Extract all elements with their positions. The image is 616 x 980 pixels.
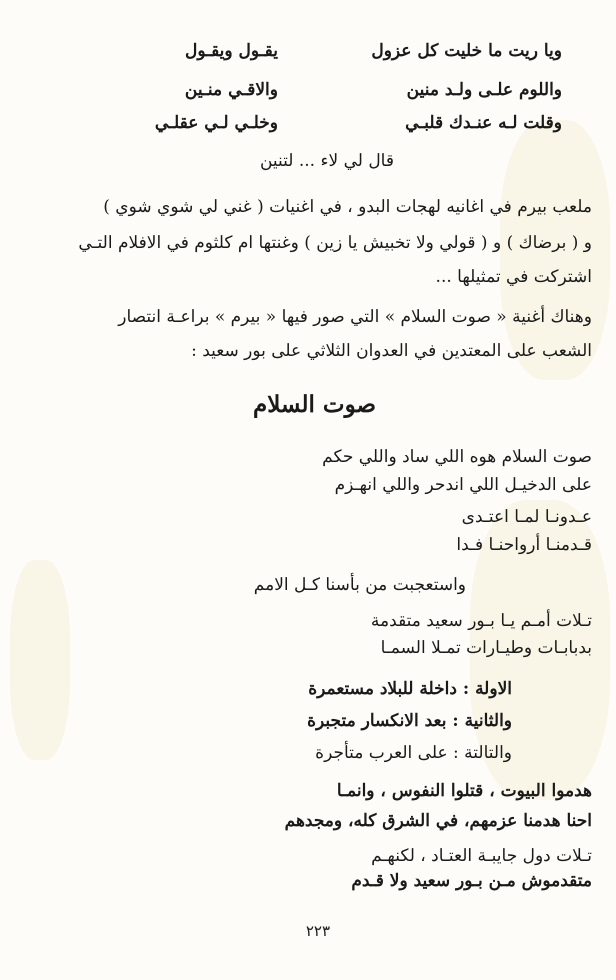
paper-stain [10, 560, 70, 760]
poem-line-left: والاقـي منـين [184, 80, 278, 100]
page-number: ٢٢٣ [305, 922, 330, 940]
song-line: واستعجبت من بأسنا كـل الامم [253, 575, 466, 595]
song-line: على الدخيـل اللي اندحر واللي انهـزم [334, 475, 592, 495]
song-line: تـلات أمـم يـا بـور سعيد متقدمة [370, 611, 592, 631]
poem-line-left: يقـول ويقـول [184, 41, 278, 61]
paragraph-line: الشعب على المعتدين في العدوان الثلاثي على بور سعيد : [191, 341, 592, 361]
song-line: هدموا البيوت ، قتلوا النفوس ، وانمـا [336, 781, 592, 801]
song-line: بدبابـات وطيـارات تمـلا السمـا [380, 638, 592, 658]
song-line: صوت السلام هوه اللي ساد واللي حكم [322, 447, 592, 467]
poem-line-left: وخلـي لـي عقلـي [154, 113, 278, 133]
poem-line-right: ويا ريت ما خليت كل عزول [371, 41, 562, 61]
paragraph-line: ملعب بيرم في اغانيه لهجات البدو ، في اغنيات ( غني لي شوي شوي ) [103, 197, 592, 217]
song-line: متقدموش مـن بـور سعيد ولا قـدم [351, 871, 592, 891]
paragraph-line: وهناك أغنية « صوت السلام » التي صور فيها « بيرم » براعـة انتصار [118, 307, 592, 327]
song-line: قـدمنـا أرواحنـا فـدا [456, 535, 592, 555]
poem-line-right: وقلت لـه عنـدك قلبـي [405, 113, 562, 133]
paragraph-line: اشتركت في تمثيلها ... [435, 267, 592, 287]
enumeration-line: والثانية : بعد الانكسار متجبرة [307, 711, 512, 731]
song-title: صوت السلام [253, 391, 376, 418]
refrain-line: قال لي لاء ... لتنين [259, 151, 394, 171]
poem-line-right: واللوم علـى ولـد منين [406, 80, 562, 100]
paragraph-line: و ( برضاك ) و ( قولي ولا تخبيش يا زين ) وغنتها ام كلثوم في الافلام التـي [78, 233, 592, 253]
enumeration-line: والتالتة : على العرب متأجرة [315, 743, 512, 763]
song-line: احنا هدمنا عزمهم، في الشرق كله، ومجدهم [284, 811, 592, 831]
enumeration-line: الاولة : داخلة للبلاد مستعمرة [308, 679, 512, 699]
song-line: عـدونـا لمـا اعتـدى [461, 507, 592, 527]
song-line: تـلات دول جايبـة العتـاد ، لكنهـم [371, 846, 592, 866]
